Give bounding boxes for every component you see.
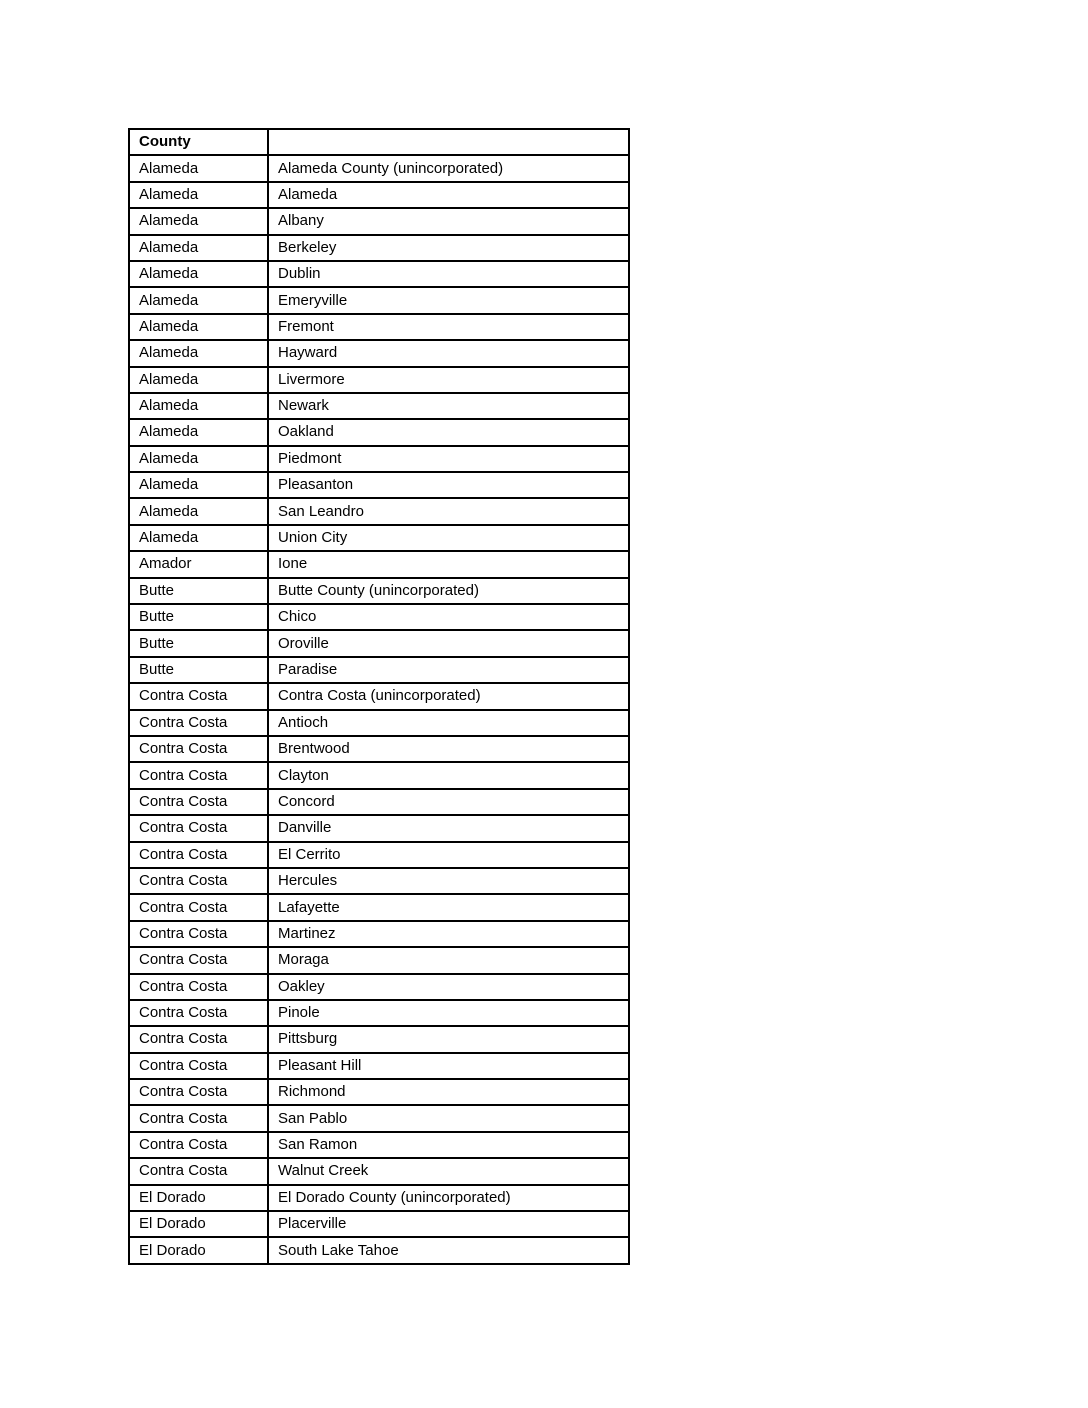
city-cell: Richmond: [268, 1079, 629, 1105]
table-row: [129, 393, 629, 419]
table-row: [129, 1000, 629, 1026]
county-cell: Alameda: [129, 446, 268, 472]
table-row: [129, 974, 629, 1000]
county-cell: Contra Costa: [129, 894, 268, 920]
table-row: [129, 842, 629, 868]
city-cell: Pleasanton: [268, 472, 629, 498]
table-header: [129, 129, 629, 155]
table-row: [129, 762, 629, 788]
city-cell: Danville: [268, 815, 629, 841]
table-row: [129, 419, 629, 445]
table-row: [129, 446, 629, 472]
city-cell: Oakley: [268, 974, 629, 1000]
county-cell: Alameda: [129, 287, 268, 313]
city-cell: Antioch: [268, 710, 629, 736]
table-row: [129, 815, 629, 841]
county-cell: Contra Costa: [129, 921, 268, 947]
county-cell: Contra Costa: [129, 974, 268, 1000]
county-cell: Alameda: [129, 261, 268, 287]
county-header-cell: County: [129, 129, 268, 155]
table-row: [129, 657, 629, 683]
city-cell: Concord: [268, 789, 629, 815]
table-body: [129, 155, 629, 1263]
city-cell: San Leandro: [268, 498, 629, 524]
county-cell: Contra Costa: [129, 1053, 268, 1079]
city-cell: Moraga: [268, 947, 629, 973]
city-cell: Hayward: [268, 340, 629, 366]
county-cell: Alameda: [129, 235, 268, 261]
table-row: [129, 1105, 629, 1131]
county-cell: El Dorado: [129, 1211, 268, 1237]
county-cell: Butte: [129, 604, 268, 630]
table-row: [129, 208, 629, 234]
city-cell: Pleasant Hill: [268, 1053, 629, 1079]
table-row: [129, 1079, 629, 1105]
city-cell: Oakland: [268, 419, 629, 445]
city-cell: Martinez: [268, 921, 629, 947]
city-cell: Butte County (unincorporated): [268, 578, 629, 604]
table-row: [129, 789, 629, 815]
county-cell: Butte: [129, 657, 268, 683]
city-cell: Fremont: [268, 314, 629, 340]
table-row: [129, 525, 629, 551]
city-cell: El Dorado County (unincorporated): [268, 1185, 629, 1211]
county-cell: Alameda: [129, 367, 268, 393]
table-row: [129, 235, 629, 261]
city-cell: Berkeley: [268, 235, 629, 261]
county-cell: Contra Costa: [129, 868, 268, 894]
county-cell: Amador: [129, 551, 268, 577]
county-cell: Alameda: [129, 498, 268, 524]
city-cell: Walnut Creek: [268, 1158, 629, 1184]
city-cell: Contra Costa (unincorporated): [268, 683, 629, 709]
county-cell: Butte: [129, 578, 268, 604]
table-row: [129, 1185, 629, 1211]
county-cell: Contra Costa: [129, 1026, 268, 1052]
table-row: [129, 1237, 629, 1263]
table-row: [129, 1211, 629, 1237]
county-cell: Alameda: [129, 393, 268, 419]
city-cell: Newark: [268, 393, 629, 419]
county-cell: Contra Costa: [129, 1105, 268, 1131]
table-row: [129, 155, 629, 181]
table-row: [129, 921, 629, 947]
city-cell: South Lake Tahoe: [268, 1237, 629, 1263]
county-cell: Alameda: [129, 182, 268, 208]
county-cell: Contra Costa: [129, 1132, 268, 1158]
county-cell: Alameda: [129, 340, 268, 366]
table-row: [129, 683, 629, 709]
table-row: [129, 498, 629, 524]
city-cell: Paradise: [268, 657, 629, 683]
county-cell: Contra Costa: [129, 736, 268, 762]
table-row: [129, 894, 629, 920]
table-row: [129, 472, 629, 498]
table-row: [129, 340, 629, 366]
county-cell: Alameda: [129, 419, 268, 445]
table-row: [129, 947, 629, 973]
city-cell: Pinole: [268, 1000, 629, 1026]
table-row: [129, 868, 629, 894]
county-cell: Contra Costa: [129, 762, 268, 788]
table-row: [129, 287, 629, 313]
table-row: [129, 736, 629, 762]
county-cell: Contra Costa: [129, 1000, 268, 1026]
county-cell: Contra Costa: [129, 710, 268, 736]
city-cell: Oroville: [268, 630, 629, 656]
county-cell: Alameda: [129, 525, 268, 551]
county-city-table: [128, 128, 630, 1265]
county-cell: Contra Costa: [129, 947, 268, 973]
county-cell: Butte: [129, 630, 268, 656]
city-cell: Livermore: [268, 367, 629, 393]
county-cell: Contra Costa: [129, 842, 268, 868]
county-cell: Alameda: [129, 472, 268, 498]
table-row: [129, 551, 629, 577]
table-row: [129, 710, 629, 736]
table-row: [129, 367, 629, 393]
table-row: [129, 604, 629, 630]
table-row: [129, 314, 629, 340]
county-cell: Alameda: [129, 155, 268, 181]
table-row: [129, 630, 629, 656]
county-cell: Contra Costa: [129, 683, 268, 709]
city-cell: Hercules: [268, 868, 629, 894]
table-row: [129, 182, 629, 208]
county-cell: Contra Costa: [129, 1158, 268, 1184]
city-cell: Chico: [268, 604, 629, 630]
table-row: [129, 1132, 629, 1158]
county-cell: El Dorado: [129, 1237, 268, 1263]
city-cell: Alameda County (unincorporated): [268, 155, 629, 181]
city-cell: Brentwood: [268, 736, 629, 762]
table-row: [129, 1026, 629, 1052]
county-cell: Alameda: [129, 314, 268, 340]
city-cell: Ione: [268, 551, 629, 577]
city-cell: Pittsburg: [268, 1026, 629, 1052]
city-cell: San Ramon: [268, 1132, 629, 1158]
city-cell: Lafayette: [268, 894, 629, 920]
city-cell: San Pablo: [268, 1105, 629, 1131]
table-row: [129, 1053, 629, 1079]
county-cell: Contra Costa: [129, 1079, 268, 1105]
city-cell: Piedmont: [268, 446, 629, 472]
table-row: [129, 578, 629, 604]
header-row: [129, 129, 629, 155]
city-cell: Union City: [268, 525, 629, 551]
city-cell: Albany: [268, 208, 629, 234]
county-cell: El Dorado: [129, 1185, 268, 1211]
city-cell: Clayton: [268, 762, 629, 788]
city-cell: Placerville: [268, 1211, 629, 1237]
county-cell: Contra Costa: [129, 789, 268, 815]
table-row: [129, 1158, 629, 1184]
city-cell: Dublin: [268, 261, 629, 287]
city-header-cell: [268, 129, 629, 155]
city-cell: Alameda: [268, 182, 629, 208]
table-row: [129, 261, 629, 287]
city-cell: El Cerrito: [268, 842, 629, 868]
county-cell: Alameda: [129, 208, 268, 234]
county-cell: Contra Costa: [129, 815, 268, 841]
city-cell: Emeryville: [268, 287, 629, 313]
